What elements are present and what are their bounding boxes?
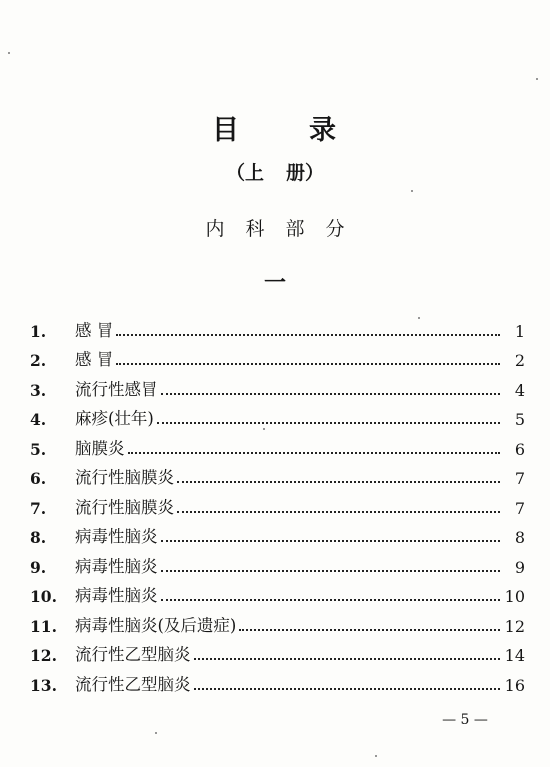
toc-entry[interactable] (30, 606, 525, 636)
page-title (0, 108, 550, 147)
toc-entry[interactable] (30, 370, 525, 400)
dot-leader (177, 481, 500, 483)
volume-open-paren: （ (225, 162, 245, 184)
toc-entry[interactable] (30, 518, 525, 548)
dot-leader (194, 688, 501, 690)
dot-leader (116, 334, 500, 336)
dot-leader (157, 422, 500, 424)
toc-entry-number: 6. (30, 469, 47, 488)
toc-entry-title: 病毒性脑炎 (75, 586, 158, 605)
toc-entry-title: 脑膜炎 (75, 438, 125, 458)
dot-leader (239, 629, 500, 631)
volume-close-paren: ） (305, 162, 325, 184)
toc-entry-page: 8 (514, 528, 525, 547)
toc-entry-page: 2 (514, 351, 525, 370)
section-heading: 内科部分 (205, 218, 366, 240)
toc-entry[interactable] (30, 488, 525, 518)
toc-entry-number: 5. (30, 439, 47, 459)
toc-entry[interactable] (30, 459, 525, 489)
toc-entry-page: 7 (514, 498, 525, 518)
toc-entry-number: 4. (30, 410, 47, 429)
volume-label (0, 158, 550, 185)
page-number: — 5 — (442, 712, 488, 728)
toc-entry-title: 流行性感冒 (75, 379, 158, 399)
scan-speck (418, 317, 420, 319)
toc-entry-page: 5 (514, 410, 525, 429)
dot-leader (161, 393, 501, 395)
toc-entry-page: 9 (514, 557, 525, 577)
toc-entry-title: 流行性脑膜炎 (75, 468, 174, 487)
toc-entry-number: 2. (30, 351, 47, 370)
toc-entry-title: 感 冒 (75, 320, 114, 340)
scan-speck (411, 190, 413, 192)
toc-entry[interactable] (30, 665, 525, 695)
toc-entry[interactable] (30, 400, 525, 430)
dot-leader (161, 599, 501, 601)
title-char-right: 录 (309, 115, 338, 146)
toc-entry[interactable] (30, 341, 525, 371)
toc-entry-page: 7 (514, 469, 525, 488)
subsection-heading: 一 (263, 270, 286, 296)
dot-leader (161, 540, 501, 542)
toc-entry-number: 7. (30, 498, 47, 518)
dot-leader (128, 452, 501, 454)
toc-entry-title: 麻疹(壮年) (75, 409, 154, 428)
scan-speck (155, 732, 157, 734)
toc-entry-number: 9. (30, 557, 47, 577)
toc-entry-page: 12 (504, 616, 525, 636)
title-char-left: 目 (212, 115, 241, 146)
toc-entry-title: 病毒性脑炎 (75, 556, 158, 576)
toc-entry-number: 3. (30, 380, 47, 400)
toc-entry-page: 1 (514, 321, 525, 341)
toc-entry-number: 1. (30, 321, 47, 341)
toc-entry-title: 病毒性脑炎(及后遗症) (75, 615, 237, 635)
table-of-contents (30, 311, 525, 695)
scan-speck (8, 52, 10, 54)
toc-entry-title: 流行性乙型脑炎 (75, 674, 191, 694)
dot-leader (116, 363, 500, 365)
toc-entry-title: 流行性脑膜炎 (75, 497, 174, 517)
toc-entry[interactable] (30, 577, 525, 607)
volume-char-left: 上 (244, 162, 264, 184)
volume-char-right: 册 (286, 162, 306, 184)
dot-leader (161, 570, 501, 572)
toc-entry[interactable] (30, 311, 525, 341)
toc-entry-title: 感 冒 (75, 350, 114, 369)
toc-entry-title: 病毒性脑炎 (75, 527, 158, 546)
toc-entry-number: 11. (30, 616, 57, 636)
toc-entry-number: 8. (30, 528, 47, 547)
toc-entry-page: 10 (504, 587, 525, 606)
toc-entry[interactable] (30, 429, 525, 459)
toc-entry-number: 12. (30, 646, 57, 665)
dot-leader (177, 511, 500, 513)
toc-entry-page: 14 (504, 646, 525, 665)
scan-speck (536, 78, 538, 80)
toc-entry-number: 10. (30, 587, 57, 606)
toc-entry-title: 流行性乙型脑炎 (75, 645, 191, 664)
toc-entry-page: 4 (514, 380, 525, 400)
toc-entry[interactable] (30, 547, 525, 577)
toc-entry-page: 16 (504, 675, 525, 695)
toc-entry-page: 6 (514, 439, 525, 459)
scan-speck (375, 755, 377, 757)
dot-leader (194, 658, 501, 660)
toc-entry[interactable] (30, 636, 525, 666)
toc-entry-number: 13. (30, 675, 57, 695)
scan-speck (263, 428, 265, 430)
